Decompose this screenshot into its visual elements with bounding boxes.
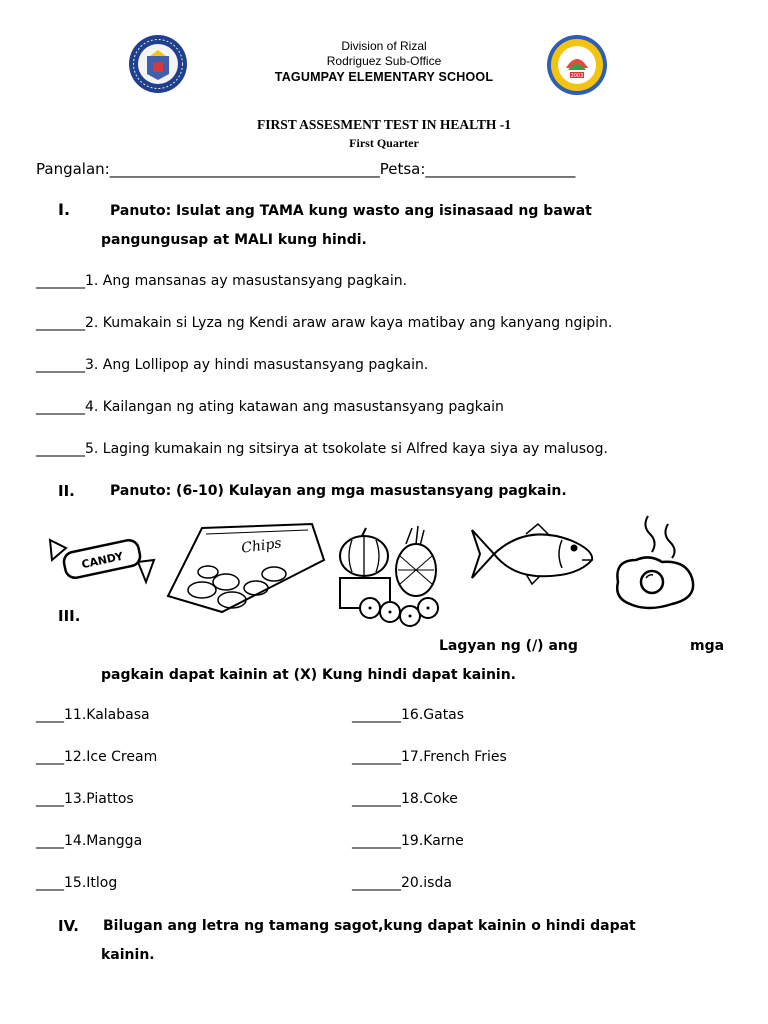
section-2-instruction: Panuto: (6-10) Kulayan ang mga masustansyang pagkain. xyxy=(110,483,567,499)
section-4-numeral: IV. xyxy=(58,917,79,935)
section-3-item-20: _______20.isda xyxy=(352,875,452,891)
section-3-item-16: _______16.Gatas xyxy=(352,707,465,723)
fruits-vegetables-icon xyxy=(336,520,448,628)
section-3-instruction-line2: pagkain dapat kainin at (X) Kung hindi dapat kainin. xyxy=(101,667,517,683)
chips-bag-icon xyxy=(162,520,327,615)
section-1-item-4: _______4. Kailangan ng ating katawan ang masustansyang pagkain xyxy=(36,399,504,415)
fish-icon xyxy=(466,520,598,590)
section-3-instruction-b: mga xyxy=(690,638,725,654)
section-3-numeral: III. xyxy=(58,607,81,625)
svg-text:CANDY: CANDY xyxy=(80,549,125,572)
section-1-item-3: _______3. Ang Lollipop ay hindi masustansyang pagkain. xyxy=(36,357,429,373)
section-1-instruction-line2: pangungusap at MALI kung hindi. xyxy=(101,232,367,248)
section-3-item-12: ____12.Ice Cream xyxy=(36,749,158,765)
section-2-numeral: II. xyxy=(58,482,75,500)
section-4-instruction-line2: kainin. xyxy=(101,947,155,963)
section-3-item-15: ____15.Itlog xyxy=(36,875,118,891)
section-3-item-14: ____14.Mangga xyxy=(36,833,143,849)
division-name: Division of Rizal xyxy=(341,39,427,53)
section-3-instruction-a: Lagyan ng (/) ang xyxy=(439,638,578,654)
section-1-item-1: _______1. Ang mansanas ay masustansyang pagkain. xyxy=(36,273,408,289)
section-3-item-17: _______17.French Fries xyxy=(352,749,507,765)
school-name: TAGUMPAY ELEMENTARY SCHOOL xyxy=(274,70,494,84)
sub-office-name: Rodriguez Sub-Office xyxy=(326,54,442,68)
fried-egg-icon xyxy=(608,512,704,616)
section-1-item-2: _______2. Kumakain si Lyza ng Kendi araw araw kaya matibay ang kanyang ngipin. xyxy=(36,315,613,331)
section-1-item-5: _______5. Laging kumakain ng sitsirya at tsokolate si Alfred kaya siya ay malusog. xyxy=(36,441,608,457)
section-4-instruction-line1: Bilugan ang letra ng tamang sagot,kung dapat kainin o hindi dapat xyxy=(103,918,636,934)
candy-icon xyxy=(42,520,157,595)
quarter-label: First Quarter xyxy=(349,136,419,150)
svg-text:Chips: Chips xyxy=(240,535,283,557)
section-3-item-11: ____11.Kalabasa xyxy=(36,707,150,723)
section-1-numeral: I. xyxy=(58,200,71,219)
section-3-item-13: ____13.Piattos xyxy=(36,791,134,807)
section-3-item-18: _______18.Coke xyxy=(352,791,458,807)
name-date-line: Pangalan:____________________________________Petsa:____________________ xyxy=(36,160,576,178)
section-1-instruction-line1: Panuto: Isulat ang TAMA kung wasto ang isinasaad ng bawat xyxy=(110,203,592,219)
test-title: FIRST ASSESMENT TEST IN HEALTH -1 xyxy=(257,117,511,132)
svg-text:2003: 2003 xyxy=(570,73,584,79)
section-3-item-19: _______19.Karne xyxy=(352,833,464,849)
